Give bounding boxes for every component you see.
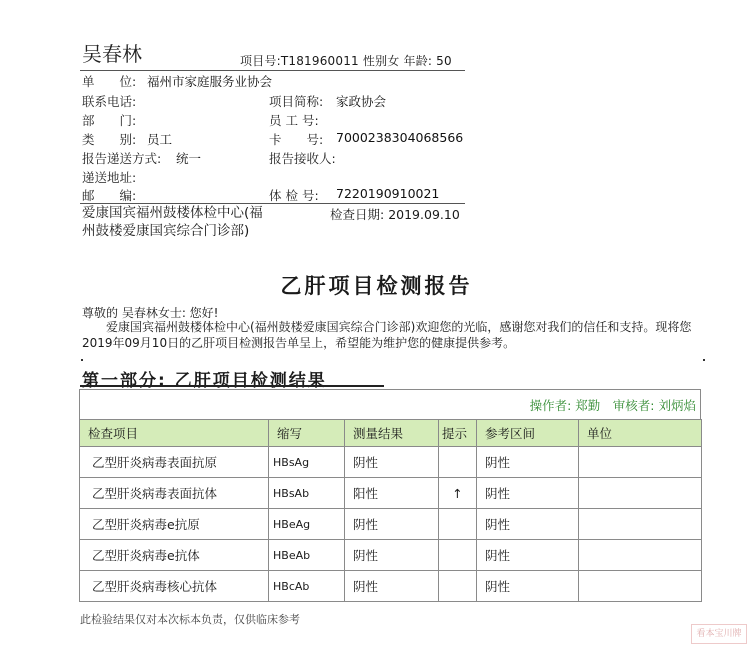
cell-abbr: HBcAb [269,571,345,602]
table-row [80,509,702,540]
cell-ref: 阴性 [477,478,579,509]
cell-result: 阴性 [345,509,439,540]
cell-ref: 阴性 [477,447,579,478]
intro-paragraph: 爱康国宾福州鼓楼体检中心(福州鼓楼爱康国宾综合门诊部)欢迎您的光临，感谢您对我们的信任和支持。现将您2019年09月10日的乙肝项目检测报告单呈上，希望能为维护您的健康提供参考。 [82,320,692,350]
cell-unit [579,478,702,509]
col-header-abbr: 缩写 [269,420,345,447]
cell-abbr: HBsAg [269,447,345,478]
phone-label: 联系电话: [82,94,137,109]
table-row [80,447,702,478]
table-row [80,540,702,571]
delivery-value: 统一 [176,151,202,166]
section-title: 第一部分: 乙肝项目检测结果 [82,371,327,391]
col-header-ref: 参考区间 [477,420,579,447]
cell-item: 乙型肝炎病毒核心抗体 [80,571,269,602]
cell-result: 阴性 [345,571,439,602]
results-box [79,389,701,602]
unit-value: 福州市家庭服务业协会 [147,74,273,89]
exam-label: 体 检 号: [269,188,319,203]
cell-unit [579,447,702,478]
exam-date [330,205,460,223]
cell-abbr: HBeAb [269,540,345,571]
cell-unit [579,509,702,540]
cell-hint-up-arrow: ↑ [439,478,477,509]
delivery-label: 报告递送方式: [82,151,162,166]
cell-hint [439,571,477,602]
cell-item: 乙型肝炎病毒表面抗体 [80,478,269,509]
col-header-unit: 单位 [579,420,702,447]
header-meta: 项目号:T181960011 性别女 年龄: 50 [240,54,452,68]
cell-item: 乙型肝炎病毒e抗原 [80,509,269,540]
cell-ref: 阴性 [477,540,579,571]
cell-hint [439,509,477,540]
exam-value: 7220190910021 [336,186,440,201]
col-header-result: 测量结果 [345,420,439,447]
col-header-item: 检查项目 [80,420,269,447]
type-label: 类 别: [82,132,137,147]
cell-item: 乙型肝炎病毒表面抗原 [80,447,269,478]
project-label: 项目简称: [269,94,324,109]
emp-label: 员 工 号: [269,113,319,128]
table-header-row [80,420,702,447]
cell-item: 乙型肝炎病毒e抗体 [80,540,269,571]
left-margin-dot [81,359,83,361]
cell-unit [579,540,702,571]
cell-ref: 阴性 [477,571,579,602]
col-header-hint: 提示 [439,420,477,447]
cell-abbr: HBeAg [269,509,345,540]
watermark-stamp: 看本宝川牌 [691,624,747,644]
right-margin-dot [703,359,705,361]
header-divider [80,70,465,71]
card-label: 卡 号: [269,132,324,147]
zip-label: 邮 编: [82,188,137,203]
cell-result: 阳性 [345,478,439,509]
report-title: 乙肝项目检测报告 [280,274,473,298]
results-table [79,419,702,602]
footer-note: 此检验结果仅对本次标本负责，仅供临床参考 [80,613,300,626]
cell-result: 阴性 [345,447,439,478]
greeting: 尊敬的 吴春林女士: 您好! [82,306,219,320]
receiver-label: 报告接收人: [269,151,336,166]
dept-label: 部 门: [82,113,137,128]
type-value: 员工 [147,132,173,147]
cell-hint [439,540,477,571]
card-value: 7000238304068566 [336,130,464,145]
table-row [80,478,702,509]
cell-hint [439,447,477,478]
operators: 操作者: 郑勤 审核者: 刘炳焰 [529,398,696,413]
patient-name: 吴春林 [82,42,142,66]
org-name: 爱康国宾福州鼓楼体检中心(福州鼓楼爱康国宾综合门诊部) [82,205,263,239]
exam-date-value: 2019.09.10 [388,207,460,222]
cell-result: 阴性 [345,540,439,571]
cell-ref: 阴性 [477,509,579,540]
section-underline [80,385,384,387]
cell-unit [579,571,702,602]
exam-date-label: 检查日期: [330,207,385,222]
project-value: 家政协会 [336,94,387,109]
address-label: 递送地址: [82,170,137,185]
cell-abbr: HBsAb [269,478,345,509]
table-row [80,571,702,602]
unit-label: 单 位: [82,74,137,89]
